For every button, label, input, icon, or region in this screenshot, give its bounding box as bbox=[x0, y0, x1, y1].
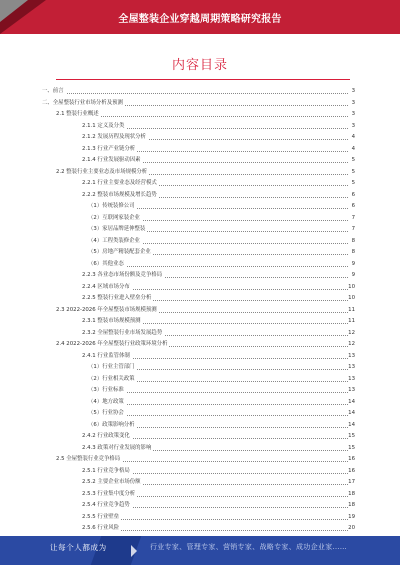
toc-entry-label: 2.5.1 行业竞争格局 bbox=[82, 466, 132, 478]
toc-entry-page: 3 bbox=[351, 122, 355, 129]
toc-entry[interactable] bbox=[0, 351, 400, 363]
toc-entry-label: （6）政策影响分析 bbox=[88, 420, 137, 432]
toc-entry-page: 6 bbox=[351, 191, 355, 198]
toc-leader-dots bbox=[82, 519, 348, 520]
toc-entry-page: 13 bbox=[348, 352, 355, 359]
toc-leader-dots bbox=[88, 392, 348, 393]
toc-entry-label: 二、全屋整装行业市场分析及预测 bbox=[42, 98, 125, 110]
toc-entry[interactable] bbox=[0, 282, 400, 294]
toc-entry-label: 2.1.4 行业发展驱动因素 bbox=[82, 155, 143, 167]
toc-entry-page: 12 bbox=[348, 341, 355, 347]
toc-entry[interactable] bbox=[0, 305, 400, 317]
toc-entry-label: 2.5 全屋整装行业竞争格局 bbox=[56, 454, 122, 466]
toc-entry-page: 17 bbox=[348, 479, 355, 485]
toc-entry-label: 2.3.2 全屋整装行业市场发展趋势 bbox=[82, 328, 164, 340]
toc-entry[interactable] bbox=[0, 121, 400, 133]
toc-entry[interactable] bbox=[0, 362, 400, 374]
toc-entry[interactable] bbox=[0, 489, 400, 501]
toc-entry[interactable] bbox=[0, 201, 400, 213]
toc-entry-page: 8 bbox=[351, 249, 355, 255]
toc-entry[interactable] bbox=[0, 236, 400, 248]
toc-entry[interactable] bbox=[0, 167, 400, 179]
toc-entry-label: 2.4.1 行业监管体制 bbox=[82, 351, 132, 363]
toc-entry-page: 16 bbox=[348, 456, 355, 462]
toc-entry-label: （2）行业相关政策 bbox=[88, 374, 137, 386]
toc-entry-page: 16 bbox=[348, 467, 355, 474]
toc-entry-page: 13 bbox=[348, 375, 355, 382]
toc-entry-label: 2.1.1 定义及分类 bbox=[82, 121, 126, 133]
toc-entry-label: （6）其他业态 bbox=[88, 259, 126, 271]
footer-arrow-icon bbox=[131, 545, 137, 557]
toc-entry-label: 一、前言 bbox=[42, 86, 66, 98]
toc-entry[interactable] bbox=[0, 144, 400, 156]
toc-entry-page: 14 bbox=[348, 398, 355, 405]
toc-entry-label: 2.2.5 整装行业进入壁垒分析 bbox=[82, 293, 153, 305]
toc-entry[interactable] bbox=[0, 155, 400, 167]
toc-entry-page: 3 bbox=[351, 111, 355, 117]
toc-entry[interactable] bbox=[0, 408, 400, 420]
toc-entry[interactable] bbox=[0, 512, 400, 524]
toc-entry-page: 18 bbox=[348, 490, 355, 497]
toc-leader-dots bbox=[88, 415, 348, 416]
toc-entry-page: 10 bbox=[348, 283, 355, 290]
toc-entry-page: 14 bbox=[348, 421, 355, 428]
toc-entry-label: 2.2.4 区域市场分布 bbox=[82, 282, 132, 294]
toc-title: 内容目录 bbox=[171, 58, 228, 73]
toc-entry-label: 2.3.1 整装市场规模预测 bbox=[82, 316, 143, 328]
toc-entry-page: 13 bbox=[348, 387, 355, 393]
toc-entry-page: 9 bbox=[351, 260, 355, 267]
toc-entry-page: 7 bbox=[351, 214, 355, 221]
toc-entry[interactable] bbox=[0, 224, 400, 236]
toc-entry-page: 19 bbox=[348, 513, 355, 520]
toc-entry-label: 2.5.5 行业壁垒 bbox=[82, 512, 121, 524]
toc-entry[interactable] bbox=[0, 374, 400, 386]
toc-entry-label: 2.4.3 政策对行业发展的影响 bbox=[82, 443, 153, 455]
toc-entry[interactable] bbox=[0, 86, 400, 98]
toc-entry-label: 2.2 整装行业主要业态及市场规模分析 bbox=[56, 167, 149, 179]
toc-entry-page: 15 bbox=[348, 444, 355, 451]
toc-entry-label: 2.4.2 行业政策变化 bbox=[82, 431, 132, 443]
toc-entry-label: 2.2.2 整装市场规模及增长趋势 bbox=[82, 190, 159, 202]
toc-entry-page: 7 bbox=[351, 226, 355, 232]
toc-entry-label: 2.5.2 主要企业市场份额 bbox=[82, 477, 143, 489]
toc-entry-page: 20 bbox=[348, 525, 355, 531]
toc-entry-label: （3）行业标准 bbox=[88, 385, 126, 397]
toc-entry-label: （1）传统装修公司 bbox=[88, 201, 137, 213]
toc-entry[interactable] bbox=[0, 385, 400, 397]
toc-entry[interactable] bbox=[0, 523, 400, 535]
toc-entry[interactable] bbox=[0, 132, 400, 144]
toc-entry[interactable] bbox=[0, 190, 400, 202]
toc-entry-label: 2.1.3 行业产业链分析 bbox=[82, 144, 137, 156]
toc-leader-dots bbox=[42, 93, 348, 94]
footer-banner bbox=[0, 536, 400, 565]
toc-entry[interactable] bbox=[0, 454, 400, 466]
table-of-contents bbox=[0, 86, 400, 546]
toc-leader-dots bbox=[88, 266, 348, 267]
report-title: 全屋整装企业穿越周期策略研究报告 bbox=[118, 14, 282, 25]
toc-entry-page: 12 bbox=[348, 329, 355, 336]
toc-entry-label: 2.2.3 各业态市场份额及竞争格局 bbox=[82, 270, 164, 282]
toc-entry[interactable] bbox=[0, 316, 400, 328]
toc-entry-label: （4）工程类装修企业 bbox=[88, 236, 142, 248]
toc-entry[interactable] bbox=[0, 213, 400, 225]
toc-entry[interactable] bbox=[0, 477, 400, 489]
toc-entry-page: 4 bbox=[351, 145, 355, 152]
toc-leader-dots bbox=[82, 530, 348, 531]
toc-leader-dots bbox=[88, 404, 348, 405]
toc-entry-page: 6 bbox=[351, 203, 355, 209]
footer-tagline: 行业专家、管理专家、营销专家、战略专家、成功企业家…… bbox=[150, 543, 348, 551]
toc-entry-page: 11 bbox=[348, 318, 355, 324]
toc-entry[interactable] bbox=[0, 328, 400, 340]
toc-entry-label: 2.5.3 行业集中度分析 bbox=[82, 489, 137, 501]
toc-entry-page: 5 bbox=[351, 157, 355, 163]
toc-entry[interactable] bbox=[0, 420, 400, 432]
toc-entry[interactable] bbox=[0, 397, 400, 409]
toc-entry-label: 2.1 整装行业概述 bbox=[56, 109, 101, 121]
toc-entry-page: 3 bbox=[351, 88, 355, 94]
toc-entry-page: 5 bbox=[351, 180, 355, 186]
toc-entry-page: 11 bbox=[348, 306, 355, 313]
toc-entry-label: （3）家居品牌延伸整装 bbox=[88, 224, 147, 236]
toc-entry-page: 14 bbox=[348, 410, 355, 416]
toc-entry-label: （5）行业协会 bbox=[88, 408, 126, 420]
toc-entry[interactable] bbox=[0, 247, 400, 259]
toc-entry[interactable] bbox=[0, 259, 400, 271]
toc-entry[interactable] bbox=[0, 339, 400, 351]
toc-entry-page: 5 bbox=[351, 168, 355, 175]
toc-entry-label: 2.3 2022-2026 年全屋整装市场规模预测 bbox=[56, 305, 159, 317]
toc-entry-page: 4 bbox=[351, 134, 355, 140]
toc-entry-label: （5）房地产精装配套企业 bbox=[88, 247, 153, 259]
toc-entry[interactable] bbox=[0, 109, 400, 121]
toc-entry[interactable] bbox=[0, 431, 400, 443]
toc-entry[interactable] bbox=[0, 500, 400, 512]
header-bar bbox=[0, 0, 400, 34]
toc-entry-page: 8 bbox=[351, 237, 355, 244]
toc-entry-page: 10 bbox=[348, 295, 355, 301]
toc-entry[interactable] bbox=[0, 270, 400, 282]
toc-entry-label: （2）互联网家装企业 bbox=[88, 213, 142, 225]
toc-entry-page: 13 bbox=[348, 364, 355, 370]
footer-slogan: 让每个人都成为 bbox=[50, 543, 107, 552]
toc-title-divider bbox=[56, 79, 350, 80]
toc-entry-label: 2.2.1 行业主要业态及经营模式 bbox=[82, 178, 159, 190]
toc-entry[interactable] bbox=[0, 293, 400, 305]
toc-entry[interactable] bbox=[0, 98, 400, 110]
toc-entry[interactable] bbox=[0, 178, 400, 190]
toc-entry-page: 15 bbox=[348, 433, 355, 439]
toc-entry-label: 2.5.4 行业竞争趋势 bbox=[82, 500, 132, 512]
toc-entry-label: 2.5.6 行业风险 bbox=[82, 523, 121, 535]
toc-entry-label: 2.4 2022-2026 年全屋整装行业政策环境分析 bbox=[56, 339, 169, 351]
toc-entry-label: （1）行业主管部门 bbox=[88, 362, 137, 374]
toc-entry-page: 18 bbox=[348, 502, 355, 508]
toc-entry-page: 3 bbox=[351, 99, 355, 106]
toc-entry-label: 2.1.2 发展历程及现状分析 bbox=[82, 132, 148, 144]
toc-entry-label: （4）地方政策 bbox=[88, 397, 126, 409]
toc-entry[interactable] bbox=[0, 466, 400, 478]
toc-entry-page: 9 bbox=[351, 272, 355, 278]
toc-entry[interactable] bbox=[0, 443, 400, 455]
